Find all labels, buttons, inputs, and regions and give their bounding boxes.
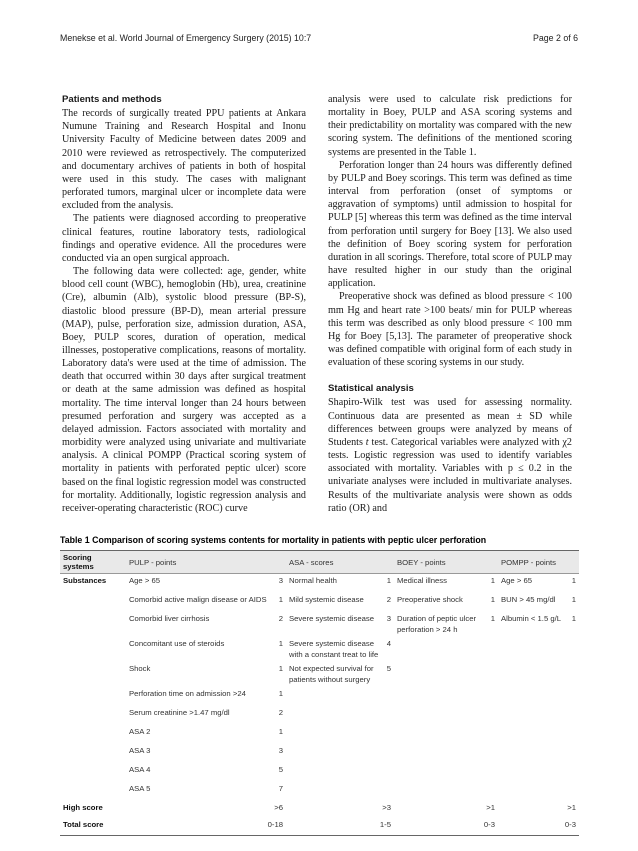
table-row [60,782,579,801]
table-cell [498,763,566,782]
table-cell: 1 [571,614,576,623]
table-cell: Substances [63,576,107,585]
table-cell [60,687,126,706]
header-cell: BOEY - points [394,551,486,574]
table-cell: 3 [278,576,283,585]
table-cell: 1 [490,595,495,604]
header-cell: Scoring systems [60,551,126,574]
table-cell [382,725,394,744]
table-cell: Severe systemic disease [289,614,375,623]
table-cell: Concomitant use of steroids [129,639,225,648]
table-cell: >6 [274,803,283,812]
table-cell: Normal health [289,576,337,585]
table-cell: 1 [278,727,283,736]
table-cell [286,725,382,744]
table-caption: Table 1 Comparison of scoring systems contents for mortality in patients with peptic ulcer perforation [60,535,487,545]
table-cell [382,744,394,763]
stat-text-1: Shapiro-Wilk test was used for assessing normality. Continuous data are presented as mean ± SD while differences between groups were analyzed by means of Students [328,397,572,448]
right-column [328,93,572,515]
table-cell: >3 [382,803,391,812]
paragraph: Preoperative shock was defined as blood pressure < 100 mm Hg and heart rate >100 beats/ min for PULP whereas this term was described as only blood pressure < 100 mm Hg for Boey [5,13]. The parameter of preoperative shock was defined compatible with original form of each study in evaluation of these scoring systems in our study. [328,291,572,369]
header-cell [486,551,498,574]
table-body [60,574,579,836]
table-cell [394,706,486,725]
table-cell: Medical illness [397,576,447,585]
table-cell: 3 [278,746,283,755]
table-cell [286,763,382,782]
table-row [60,574,579,594]
stat-text-2: test. Categorical variables were analyzed with χ2 tests. Logistic regression was used to identify variables associated with mortality. Variables with p ≤ 0.2 in the univariate analyses were included in multivariate analyses. Results of the multivariate analysis were shown as odds ratio (OR) and [328,436,572,514]
table-cell: Not expected survival for patients without surgery [289,664,374,684]
table-cell [498,662,566,687]
table-cell: 1 [278,689,283,698]
table-cell [286,706,382,725]
table-row [60,637,579,662]
table-cell: Severe systemic disease with a constant treat to life [289,639,379,659]
table-cell [566,725,579,744]
paragraph-statistics [328,396,572,514]
paragraph: The patients were diagnosed according to preoperative clinical features, routine laboratory tests, radiological findings and operative evidence. All the procedures were conducted via an open surgical approach. [62,213,306,264]
table-cell: 1 [386,576,391,585]
table-cell: 0-3 [394,818,498,836]
table-cell [382,782,394,801]
table-cell [566,782,579,801]
paragraph: Perforation longer than 24 hours was differently defined by PULP and Boey scorings. This term was defined as time interval from perforation (onset of symptoms or aggravation of symptoms) until admission to hospital for PULP [5] whereas this term was defined as the time interval from perforation until surgery for Boey [13]. We also used the definition of Boey scoring system for perforation duration in all scorings. Therefore, total score of PULP may have resulted higher in our study than the original application. [328,159,572,290]
table-cell [60,763,126,782]
table-cell: >1 [486,803,495,812]
table-cell [486,637,498,662]
page-number: Page 2 of 6 [533,33,578,43]
table-cell [60,637,126,662]
table-cell [394,725,486,744]
table-cell [498,687,566,706]
table-cell: 5 [386,664,391,673]
table-cell: Serum creatinine >1.47 mg/dl [129,708,230,717]
table-cell: 2 [278,708,283,717]
table-row [60,763,579,782]
table-cell [394,782,486,801]
table-cell: Albumin < 1.5 g/L [501,614,562,623]
table-cell [382,706,394,725]
table-cell [394,637,486,662]
table-cell [498,744,566,763]
table-cell [60,593,126,612]
table-row [60,706,579,725]
table-cell [60,662,126,687]
table-cell: 2 [386,595,391,604]
table-cell [486,744,498,763]
header-cell: ASA - scores [286,551,382,574]
paragraph: The records of surgically treated PPU patients at Ankara Numune Training and Research Hospital and Inonu University Faculty of Medicine between dates 2009 and 2010 were reviewed as retrospectively. The computerized and documentary archives of patients in both of hospital were used in this study. The cases with malignant perforated tumors, marginal ulcer or incomplete data were excluded from the analysis. [62,108,306,212]
table-cell: >1 [567,803,576,812]
table-cell [382,763,394,782]
table-cell [486,763,498,782]
table-cell [486,662,498,687]
table-cell: 1 [278,639,283,648]
table-cell: 1 [571,576,576,585]
table-cell [394,687,486,706]
table-row-total [60,818,579,836]
table-cell: Total score [60,818,126,836]
table-cell: 1-5 [286,818,394,836]
header-cell [274,551,286,574]
table-cell [394,763,486,782]
paragraph: analysis were used to calculate risk predictions for mortality in Boey, PULP and ASA scoring systems and their predictability on mortality was compared with the new scoring system. The definitions of the mentioned scoring systems are presented in the Table 1. [328,94,572,158]
header-cell: POMPP - points [498,551,566,574]
table-cell [498,706,566,725]
table-cell: 1 [278,664,283,673]
table-cell: 2 [278,614,283,623]
stat-text-italic: t [365,436,369,448]
table-cell: Mild systemic disease [289,595,364,604]
left-column [62,93,306,515]
table-cell: 1 [490,614,495,623]
table-cell: High score [63,803,103,812]
table-cell [394,744,486,763]
section-heading-methods: Patients and methods [62,94,162,105]
table-cell [286,744,382,763]
header-cell: PULP - points [126,551,274,574]
table-cell [486,725,498,744]
table-cell: 5 [278,765,283,774]
table-cell [486,687,498,706]
table-cell [60,744,126,763]
table-row [60,612,579,637]
table-row [60,662,579,687]
table-cell [394,662,486,687]
table-cell: 0-3 [498,818,579,836]
table-cell [60,612,126,637]
table-cell [486,706,498,725]
table-cell: Preoperative shock [397,595,463,604]
table-cell [566,662,579,687]
table-cell: ASA 5 [129,784,151,793]
table-cell: 1 [490,576,495,585]
table-header-row [60,551,579,574]
table-cell [566,706,579,725]
table-1 [60,535,579,836]
table-cell [498,782,566,801]
table-cell: Duration of peptic ulcer perforation > 24 h [397,614,477,634]
table-cell [60,706,126,725]
table-cell [382,687,394,706]
table-cell [566,687,579,706]
table-cell [566,637,579,662]
table-cell: 1 [571,595,576,604]
table-cell: 3 [386,614,391,623]
table-cell [286,782,382,801]
table-row-high [60,801,579,818]
table-cell [498,637,566,662]
table-cell: 4 [386,639,391,648]
table-cell: Perforation time on admission >24 [129,689,246,698]
table-row [60,725,579,744]
table-cell: Age > 65 [129,576,160,585]
table-row [60,593,579,612]
table-cell [486,782,498,801]
table-cell: Comorbid active malign disease or AIDS [129,595,267,604]
table-row [60,744,579,763]
table-cell: 0-18 [126,818,286,836]
table-cell: ASA 3 [129,746,151,755]
table-cell: Age > 65 [501,576,532,585]
header-cell [382,551,394,574]
table-row [60,687,579,706]
table-cell: 1 [278,595,283,604]
table-cell: ASA 4 [129,765,151,774]
scoring-table [60,550,579,836]
paragraph: The following data were collected: age, gender, white blood cell count (WBC), hemoglobin (Hb), urea, creatinine (Cre), albumin (Alb), systolic blood pressure (BP-S), diastolic blood pressure (BP-D), mean arterial pressure (MAP), pulse, perforation size, admission duration, ASA, Boey, PULP scores, duration of operation, medical illnesses, postoperative complications, reasons of mortality. Laboratory data's were used at the time of admission. The death that occurred within 30 days after surgical treatment or death at the same admission was defined as hospital mortality. The time interval longer than 24 hours between presumed perforation and surgery was accepted as a delayed admission. Factors associated with mortality and morbidity were analyzed using univariate and multivariate analysis. A clinical POMPP (Practical scoring system of mortality in patients with perforated peptic ulcer) score based on the final logistic regression model was constructed for mortality. Additionally, logistic regression analysis and receiver-operating characteristic (ROC) curve [62,266,306,514]
table-cell [286,687,382,706]
table-cell [566,763,579,782]
header-cell [566,551,579,574]
table-cell: BUN > 45 mg/dl [501,595,556,604]
table-cell [60,725,126,744]
table-cell: Shock [129,664,151,673]
table-cell: Comorbid liver cirrhosis [129,614,210,623]
table-cell [60,782,126,801]
running-head: Menekse et al. World Journal of Emergency Surgery (2015) 10:7 [60,33,312,43]
table-cell [566,744,579,763]
section-heading-statistics: Statistical analysis [328,383,414,395]
table-cell: ASA 2 [129,727,151,736]
table-cell: 7 [278,784,283,793]
table-cell [498,725,566,744]
